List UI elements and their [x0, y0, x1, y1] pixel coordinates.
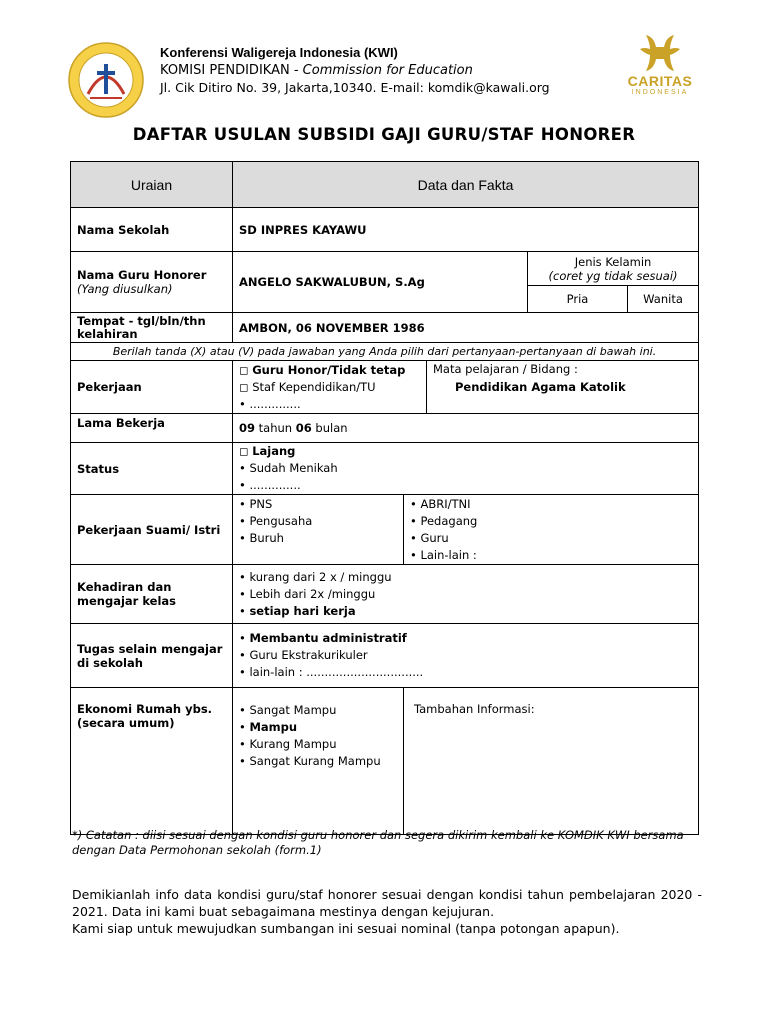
tugas-option-2[interactable]: • Guru Ekstrakurikuler — [239, 648, 368, 662]
value-ttl: AMBON, 06 NOVEMBER 1986 — [233, 313, 699, 343]
bullet-icon: • — [239, 703, 250, 717]
suami-option-right-1[interactable]: • ABRI/TNI — [410, 497, 471, 511]
ekonomi-option-4[interactable]: • Sangat Kurang Mampu — [239, 754, 381, 768]
bullet-icon: • — [239, 586, 250, 601]
kehadiran-option-3[interactable]: • setiap hari kerja — [239, 603, 356, 618]
jenis-kelamin-label: Jenis Kelamin — [574, 254, 652, 269]
caritas-subtitle: INDONESIA — [631, 89, 689, 96]
form-table — [70, 161, 699, 835]
option-pria[interactable]: Pria — [528, 286, 628, 313]
commission-english: Commission for Education — [302, 63, 473, 78]
caritas-name: CARITAS — [627, 73, 693, 89]
pekerjaan-option-3[interactable]: • .............. — [239, 397, 301, 411]
value-nama-guru: ANGELO SAKWALUBUN, S.Ag — [233, 252, 528, 313]
mapel-value: Pendidikan Agama Katolik — [455, 380, 626, 394]
jenis-kelamin-note: (coret yg tidak sesuai) — [548, 268, 678, 283]
closing-line-2: Kami siap untuk mewujudkan sumbangan ini sesuai nominal (tanpa potongan apapun). — [72, 921, 620, 936]
bullet-icon: • — [239, 569, 250, 584]
pekerjaan-options — [233, 361, 427, 414]
commission-separator: - — [289, 63, 303, 78]
label-nama-sekolah: Nama Sekolah — [71, 208, 233, 252]
tugas-options — [233, 624, 699, 688]
label-nama-guru-sub: (Yang diusulkan) — [77, 282, 173, 296]
label-lama-bekerja: Lama Bekerja — [71, 414, 233, 443]
mapel-label: Mata pelajaran / Bidang : — [433, 362, 578, 376]
status-option-1[interactable]: ◻ Lajang — [239, 444, 296, 458]
lama-bulan: 06 — [295, 421, 312, 435]
suami-option-right-3[interactable]: • Guru — [410, 531, 449, 545]
suami-options-left — [233, 495, 404, 565]
label-status: Status — [71, 443, 233, 495]
label-nama-guru-main: Nama Guru Honorer — [77, 268, 207, 282]
label-pekerjaan-suami: Pekerjaan Suami/ Istri — [71, 495, 233, 565]
bullet-icon: • — [410, 497, 421, 511]
value-nama-sekolah: SD INPRES KAYAWU — [233, 208, 699, 252]
bullet-icon: • — [239, 648, 250, 662]
bullet-icon: • — [239, 665, 250, 679]
bullet-icon: • — [239, 631, 250, 645]
lama-tahun: 09 — [239, 421, 256, 435]
closing-paragraph — [72, 886, 702, 937]
bullet-icon: • — [410, 531, 421, 545]
tambahan-informasi-label: Tambahan Informasi: — [414, 702, 535, 716]
commission-line — [160, 63, 473, 78]
bullet-icon: • — [410, 514, 421, 528]
bullet-icon: • — [239, 720, 250, 734]
checkbox-icon: ◻ — [239, 363, 253, 377]
tugas-option-3[interactable]: • lain-lain : ................................ — [239, 665, 424, 679]
label-nama-guru — [71, 252, 233, 313]
ekonomi-option-2[interactable]: • Mampu — [239, 720, 298, 734]
tugas-option-1[interactable]: • Membantu administratif — [239, 631, 407, 645]
col-header-uraian: Uraian — [71, 162, 233, 208]
pekerjaan-option-2[interactable]: ◻ Staf Kependidikan/TU — [239, 380, 376, 394]
ekonomi-option-1[interactable]: • Sangat Mampu — [239, 703, 337, 717]
bullet-icon: • — [410, 548, 421, 562]
value-lama-bekerja — [233, 414, 699, 443]
lama-tahun-text: tahun — [255, 421, 296, 435]
bullet-icon: • — [239, 531, 250, 545]
tambahan-informasi-field[interactable] — [404, 688, 699, 835]
kwi-logo — [66, 40, 146, 120]
bullet-icon: • — [239, 461, 250, 475]
bullet-icon: • — [239, 514, 250, 528]
bullet-icon: • — [239, 478, 250, 492]
label-pekerjaan: Pekerjaan — [71, 361, 233, 414]
mapel-cell — [427, 361, 699, 414]
status-option-3[interactable]: • .............. — [239, 478, 301, 492]
label-kehadiran: Kehadiran dan mengajar kelas — [71, 565, 233, 624]
bullet-icon: • — [239, 397, 250, 411]
suami-option-right-4[interactable]: • Lain-lain : — [410, 548, 477, 562]
suami-option-left-2[interactable]: • Pengusaha — [239, 514, 313, 528]
suami-option-right-2[interactable]: • Pedagang — [410, 514, 478, 528]
label-ttl: Tempat - tgl/bln/thn kelahiran — [71, 313, 233, 343]
ekonomi-options — [233, 688, 404, 835]
page-title: DAFTAR USULAN SUBSIDI GAJI GURU/STAF HONORER — [132, 125, 636, 144]
bullet-icon: • — [239, 754, 250, 768]
lama-bulan-text: bulan — [311, 421, 348, 435]
suami-option-left-3[interactable]: • Buruh — [239, 531, 284, 545]
status-options — [233, 443, 699, 495]
caritas-logo — [620, 33, 700, 97]
org-name: Konferensi Waligereja Indonesia (KWI) — [160, 45, 398, 60]
suami-options-right — [404, 495, 699, 565]
footnote: *) Catatan : diisi sesuai dengan kondisi guru honorer dan segera dikirim kembali ke KOMDIK KWI bersama dengan Data Permohonan sekolah (form.1) — [72, 828, 684, 857]
kehadiran-option-1[interactable]: • kurang dari 2 x / minggu — [239, 569, 392, 584]
address-line: Jl. Cik Ditiro No. 39, Jakarta,10340. E-mail: komdik@kawali.org — [160, 80, 550, 95]
col-header-data: Data dan Fakta — [233, 162, 699, 208]
label-tugas: Tugas selain mengajar di sekolah — [71, 624, 233, 688]
kehadiran-option-2[interactable]: • Lebih dari 2x /minggu — [239, 586, 376, 601]
closing-line-1: Demikianlah info data kondisi guru/staf honorer sesuai dengan kondisi tahun pembelajaran 2020 - 2021. Data ini kami buat sebagaimana mestinya dengan kejujuran. — [72, 887, 702, 919]
bullet-icon: • — [239, 737, 250, 751]
instruction-text: Berilah tanda (X) atau (V) pada jawaban yang Anda pilih dari pertanyaan-pertanyaan di bawah ini. — [71, 343, 699, 361]
bullet-icon: • — [239, 497, 250, 511]
label-ekonomi: Ekonomi Rumah ybs. (secara umum) — [71, 688, 233, 835]
suami-option-left-1[interactable]: • PNS — [239, 497, 273, 511]
jenis-kelamin-header — [528, 252, 699, 286]
pekerjaan-option-1[interactable]: ◻ Guru Honor/Tidak tetap — [239, 363, 406, 377]
option-wanita[interactable]: Wanita — [628, 286, 699, 313]
checkbox-icon: ◻ — [239, 380, 253, 394]
status-option-2[interactable]: • Sudah Menikah — [239, 461, 338, 475]
checkbox-icon: ◻ — [239, 444, 253, 458]
bullet-icon: • — [239, 603, 250, 618]
ekonomi-option-3[interactable]: • Kurang Mampu — [239, 737, 337, 751]
kehadiran-options — [233, 565, 699, 624]
commission-name: KOMISI PENDIDIKAN — [160, 63, 290, 78]
